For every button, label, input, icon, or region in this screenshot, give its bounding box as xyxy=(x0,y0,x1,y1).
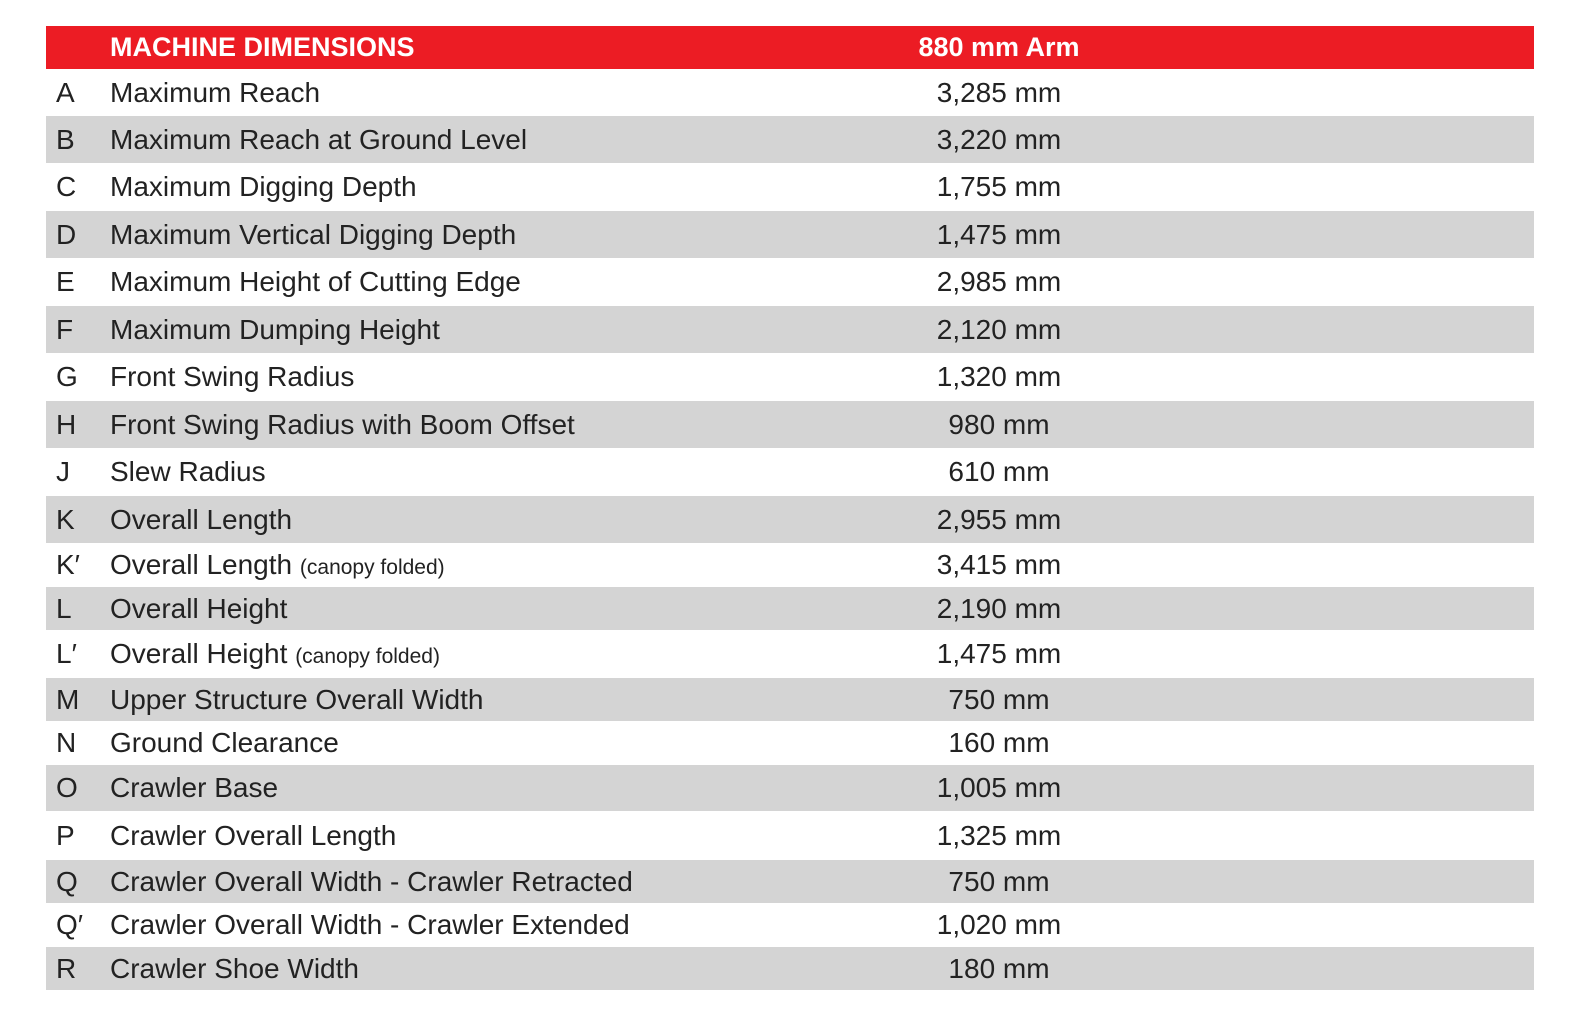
row-label-text: Maximum Dumping Height xyxy=(110,313,440,345)
table-row xyxy=(46,765,1534,811)
table-row xyxy=(46,401,1534,448)
header-title: MACHINE DIMENSIONS xyxy=(110,32,415,62)
row-label-note: (canopy folded) xyxy=(295,645,440,668)
row-label-text: Maximum Reach xyxy=(110,76,321,108)
row-letter: Q xyxy=(56,865,78,897)
row-value: 1,475 mm xyxy=(936,638,1062,669)
row-label xyxy=(110,409,575,441)
row-value: 2,190 mm xyxy=(936,592,1062,624)
row-value: 2,120 mm xyxy=(936,313,1062,345)
row-value: 750 mm xyxy=(948,865,1050,897)
row-label-text: Overall Height xyxy=(110,592,288,624)
row-value: 160 mm xyxy=(948,727,1050,758)
row-value: 2,955 mm xyxy=(936,503,1062,535)
row-label xyxy=(110,171,417,203)
table-row xyxy=(46,860,1534,903)
table-row xyxy=(46,903,1534,947)
row-label-text: Upper Structure Overall Width xyxy=(110,683,484,715)
row-value: 610 mm xyxy=(948,456,1050,487)
row-label-text: Ground Clearance xyxy=(110,727,339,758)
row-value: 2,985 mm xyxy=(936,266,1062,297)
row-label-text: Crawler Base xyxy=(110,772,279,803)
row-label xyxy=(110,314,440,346)
row-value: 1,020 mm xyxy=(936,909,1062,940)
row-label-text: Crawler Shoe Width xyxy=(110,952,359,984)
row-label-text: Slew Radius xyxy=(110,456,266,487)
table-row xyxy=(46,811,1534,860)
table-row xyxy=(46,163,1534,211)
row-letter: M xyxy=(56,683,80,715)
row-letter: G xyxy=(56,361,78,392)
row-letter: L′ xyxy=(56,638,77,669)
row-value: 1,755 mm xyxy=(936,171,1062,202)
row-label xyxy=(110,456,266,488)
row-value: 1,320 mm xyxy=(936,361,1062,392)
row-label xyxy=(110,909,630,941)
row-label-text: Overall Height xyxy=(110,638,288,669)
row-value: 1,325 mm xyxy=(936,819,1062,851)
table-row xyxy=(46,721,1534,765)
row-letter: E xyxy=(56,266,75,297)
row-value: 3,220 mm xyxy=(936,123,1062,155)
row-label-text: Maximum Digging Depth xyxy=(110,171,417,202)
table-row xyxy=(46,258,1534,306)
row-label-text: Maximum Reach at Ground Level xyxy=(110,123,528,155)
table-row xyxy=(46,587,1534,630)
machine-dimensions-table xyxy=(46,26,1534,990)
table-row xyxy=(46,543,1534,587)
row-letter: C xyxy=(56,171,77,202)
row-letter: Q′ xyxy=(56,909,84,940)
table-header xyxy=(46,26,1534,69)
row-label xyxy=(110,77,320,109)
row-value: 3,415 mm xyxy=(936,549,1062,580)
row-label xyxy=(110,549,445,581)
row-label xyxy=(110,772,278,804)
row-label-text: Maximum Vertical Digging Depth xyxy=(110,218,517,250)
row-label xyxy=(110,266,521,298)
row-letter: D xyxy=(56,218,77,250)
row-label-text: Crawler Overall Width - Crawler Extended xyxy=(110,909,630,940)
row-label-note: (canopy folded) xyxy=(299,556,445,579)
row-value: 1,475 mm xyxy=(936,218,1062,250)
row-letter: P xyxy=(56,819,75,851)
row-label xyxy=(110,953,359,985)
row-label-text: Overall Length xyxy=(110,549,293,580)
table-row xyxy=(46,947,1534,990)
row-letter: A xyxy=(56,76,75,108)
row-label-text: Overall Length xyxy=(110,503,293,535)
table-row xyxy=(46,448,1534,496)
row-value: 3,285 mm xyxy=(936,76,1062,108)
table-row xyxy=(46,211,1534,258)
row-value: 180 mm xyxy=(948,952,1050,984)
table-row xyxy=(46,306,1534,353)
table-row xyxy=(46,353,1534,401)
row-label xyxy=(110,820,396,852)
table-row xyxy=(46,630,1534,678)
row-letter: H xyxy=(56,408,77,440)
table-row xyxy=(46,69,1534,116)
row-label xyxy=(110,727,339,759)
row-label xyxy=(110,593,287,625)
row-letter: J xyxy=(56,456,70,487)
row-value: 980 mm xyxy=(948,408,1050,440)
row-letter: L xyxy=(56,592,72,624)
header-column: 880 mm Arm xyxy=(918,32,1080,62)
row-label xyxy=(110,361,354,393)
row-label xyxy=(110,504,292,536)
table-row xyxy=(46,496,1534,543)
row-label-text: Front Swing Radius with Boom Offset xyxy=(110,408,575,440)
row-label xyxy=(110,684,483,716)
row-letter: F xyxy=(56,313,74,345)
row-label-text: Crawler Overall Length xyxy=(110,819,397,851)
row-letter: K′ xyxy=(56,549,80,580)
row-value: 750 mm xyxy=(948,683,1050,715)
row-label-text: Crawler Overall Width - Crawler Retracted xyxy=(110,865,633,897)
row-label xyxy=(110,638,440,670)
row-letter: R xyxy=(56,952,77,984)
row-label xyxy=(110,866,633,898)
row-value: 1,005 mm xyxy=(936,772,1062,803)
row-label xyxy=(110,219,516,251)
row-letter: K xyxy=(56,503,75,535)
row-label-text: Maximum Height of Cutting Edge xyxy=(110,266,521,297)
table-row xyxy=(46,116,1534,163)
row-letter: O xyxy=(56,772,78,803)
row-label-text: Front Swing Radius xyxy=(110,361,355,392)
row-label xyxy=(110,124,527,156)
row-letter: N xyxy=(56,727,77,758)
row-letter: B xyxy=(56,123,75,155)
table-row xyxy=(46,678,1534,721)
